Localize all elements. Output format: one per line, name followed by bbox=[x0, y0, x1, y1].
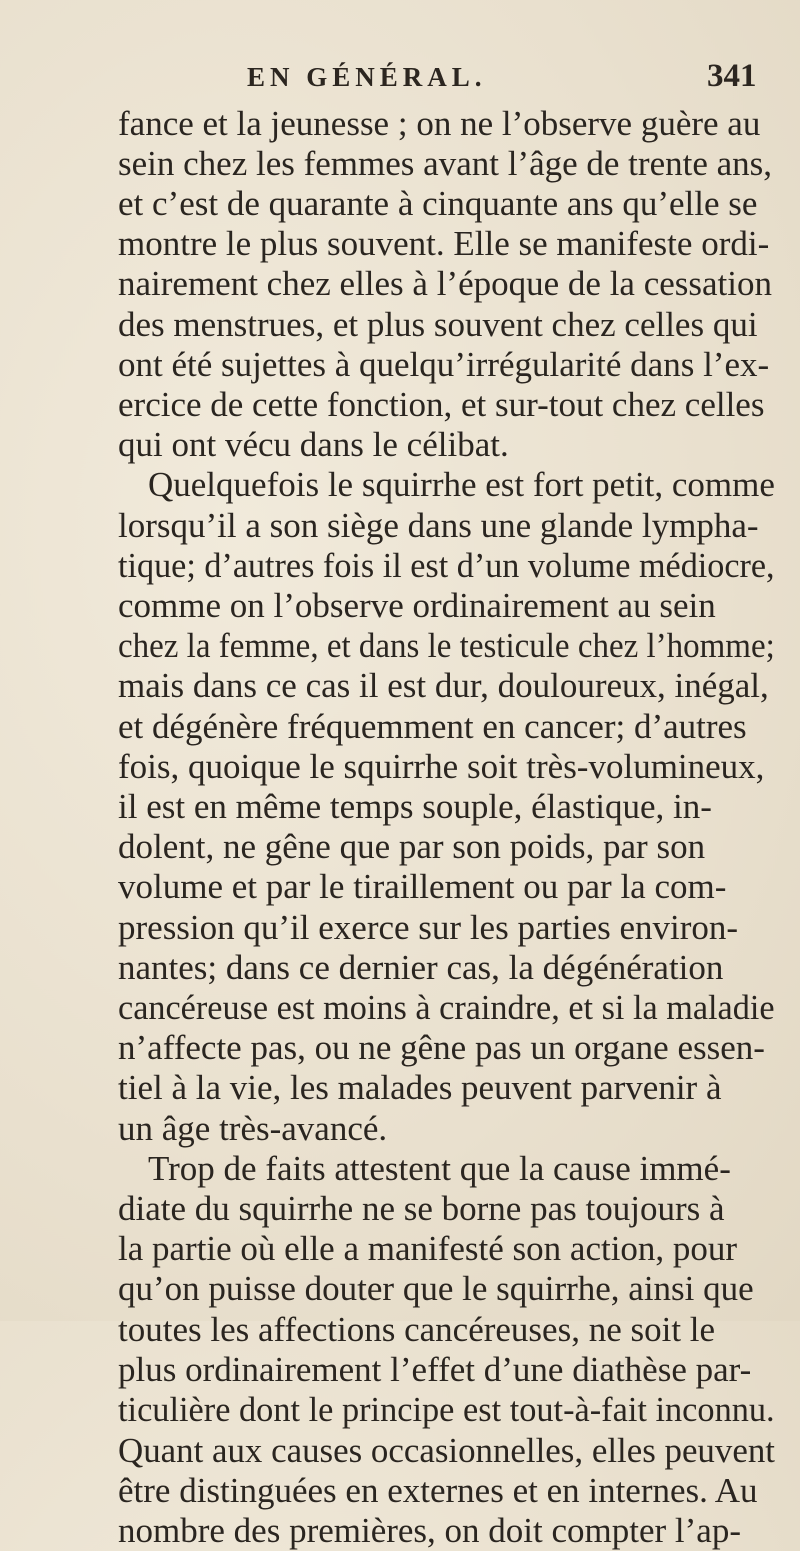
text-line: fois, quoique le squirrhe soit très-volumineux, bbox=[118, 747, 765, 786]
text-line: montre le plus souvent. Elle se manifeste ordi- bbox=[118, 224, 770, 263]
running-head bbox=[0, 58, 800, 102]
text-line: chez la femme, et dans le testicule chez l’homme; bbox=[118, 626, 775, 665]
text-line: et dégénère fréquemment en cancer; d’autres bbox=[118, 707, 747, 746]
text-line: diate du squirrhe ne se borne pas toujours à bbox=[118, 1189, 725, 1228]
text-line: cancéreuse est moins à craindre, et si la maladie bbox=[118, 988, 775, 1027]
text-line: fance et la jeunesse ; on ne l’observe guère au bbox=[118, 104, 761, 143]
text-line: Trop de faits attestent que la cause immé- bbox=[148, 1149, 731, 1188]
text-line: mais dans ce cas il est dur, douloureux, inégal, bbox=[118, 666, 769, 705]
text-line: il est en même temps souple, élastique, in- bbox=[118, 787, 712, 826]
text-line: pression qu’il exerce sur les parties environ- bbox=[118, 908, 739, 947]
text-line: tique; d’autres fois il est d’un volume médiocre, bbox=[118, 546, 775, 585]
text-line: nombre des premières, on doit compter l’ap- bbox=[118, 1511, 741, 1550]
text-line: qu’on puisse douter que le squirrhe, ainsi que bbox=[118, 1269, 754, 1308]
text-line: tiel à la vie, les malades peuvent parvenir à bbox=[118, 1068, 722, 1107]
text-line: n’affecte pas, ou ne gêne pas un organe essen- bbox=[118, 1028, 765, 1067]
text-line: Quant aux causes occasionnelles, elles peuvent bbox=[118, 1431, 775, 1470]
page-number: 341 bbox=[707, 58, 757, 94]
text-line: toutes les affections cancéreuses, ne soit le bbox=[118, 1310, 716, 1349]
running-head-title: EN GÉNÉRAL. bbox=[247, 62, 487, 92]
text-line: nantes; dans ce dernier cas, la dégénération bbox=[118, 948, 724, 987]
text-line: être distinguées en externes et en internes. Au bbox=[118, 1471, 758, 1510]
text-line: des menstrues, et plus souvent chez celles qui bbox=[118, 305, 758, 344]
text-line: sein chez les femmes avant l’âge de trente ans, bbox=[118, 144, 773, 183]
text-line: lorsqu’il a son siège dans une glande lympha- bbox=[118, 506, 759, 545]
text-line: volume et par le tiraillement ou par la com- bbox=[118, 867, 727, 906]
text-line: Quelquefois le squirrhe est fort petit, comme bbox=[148, 465, 775, 504]
text-line: ercice de cette fonction, et sur-tout chez celles bbox=[118, 385, 765, 424]
text-line: plus ordinairement l’effet d’une diathèse par- bbox=[118, 1350, 752, 1389]
text-line: comme on l’observe ordinairement au sein bbox=[118, 586, 716, 625]
text-line: nairement chez elles à l’époque de la cessation bbox=[118, 264, 772, 303]
text-line: ont été sujettes à quelqu’irrégularité dans l’ex- bbox=[118, 345, 770, 384]
text-line: qui ont vécu dans le célibat. bbox=[118, 425, 509, 464]
text-line: dolent, ne gêne que par son poids, par son bbox=[118, 827, 706, 866]
text-line: un âge très-avancé. bbox=[118, 1109, 388, 1148]
text-line: ticulière dont le principe est tout-à-fait inconnu. bbox=[118, 1390, 775, 1429]
text-line: et c’est de quarante à cinquante ans qu’elle se bbox=[118, 184, 758, 223]
text-line: la partie où elle a manifesté son action, pour bbox=[118, 1229, 738, 1268]
